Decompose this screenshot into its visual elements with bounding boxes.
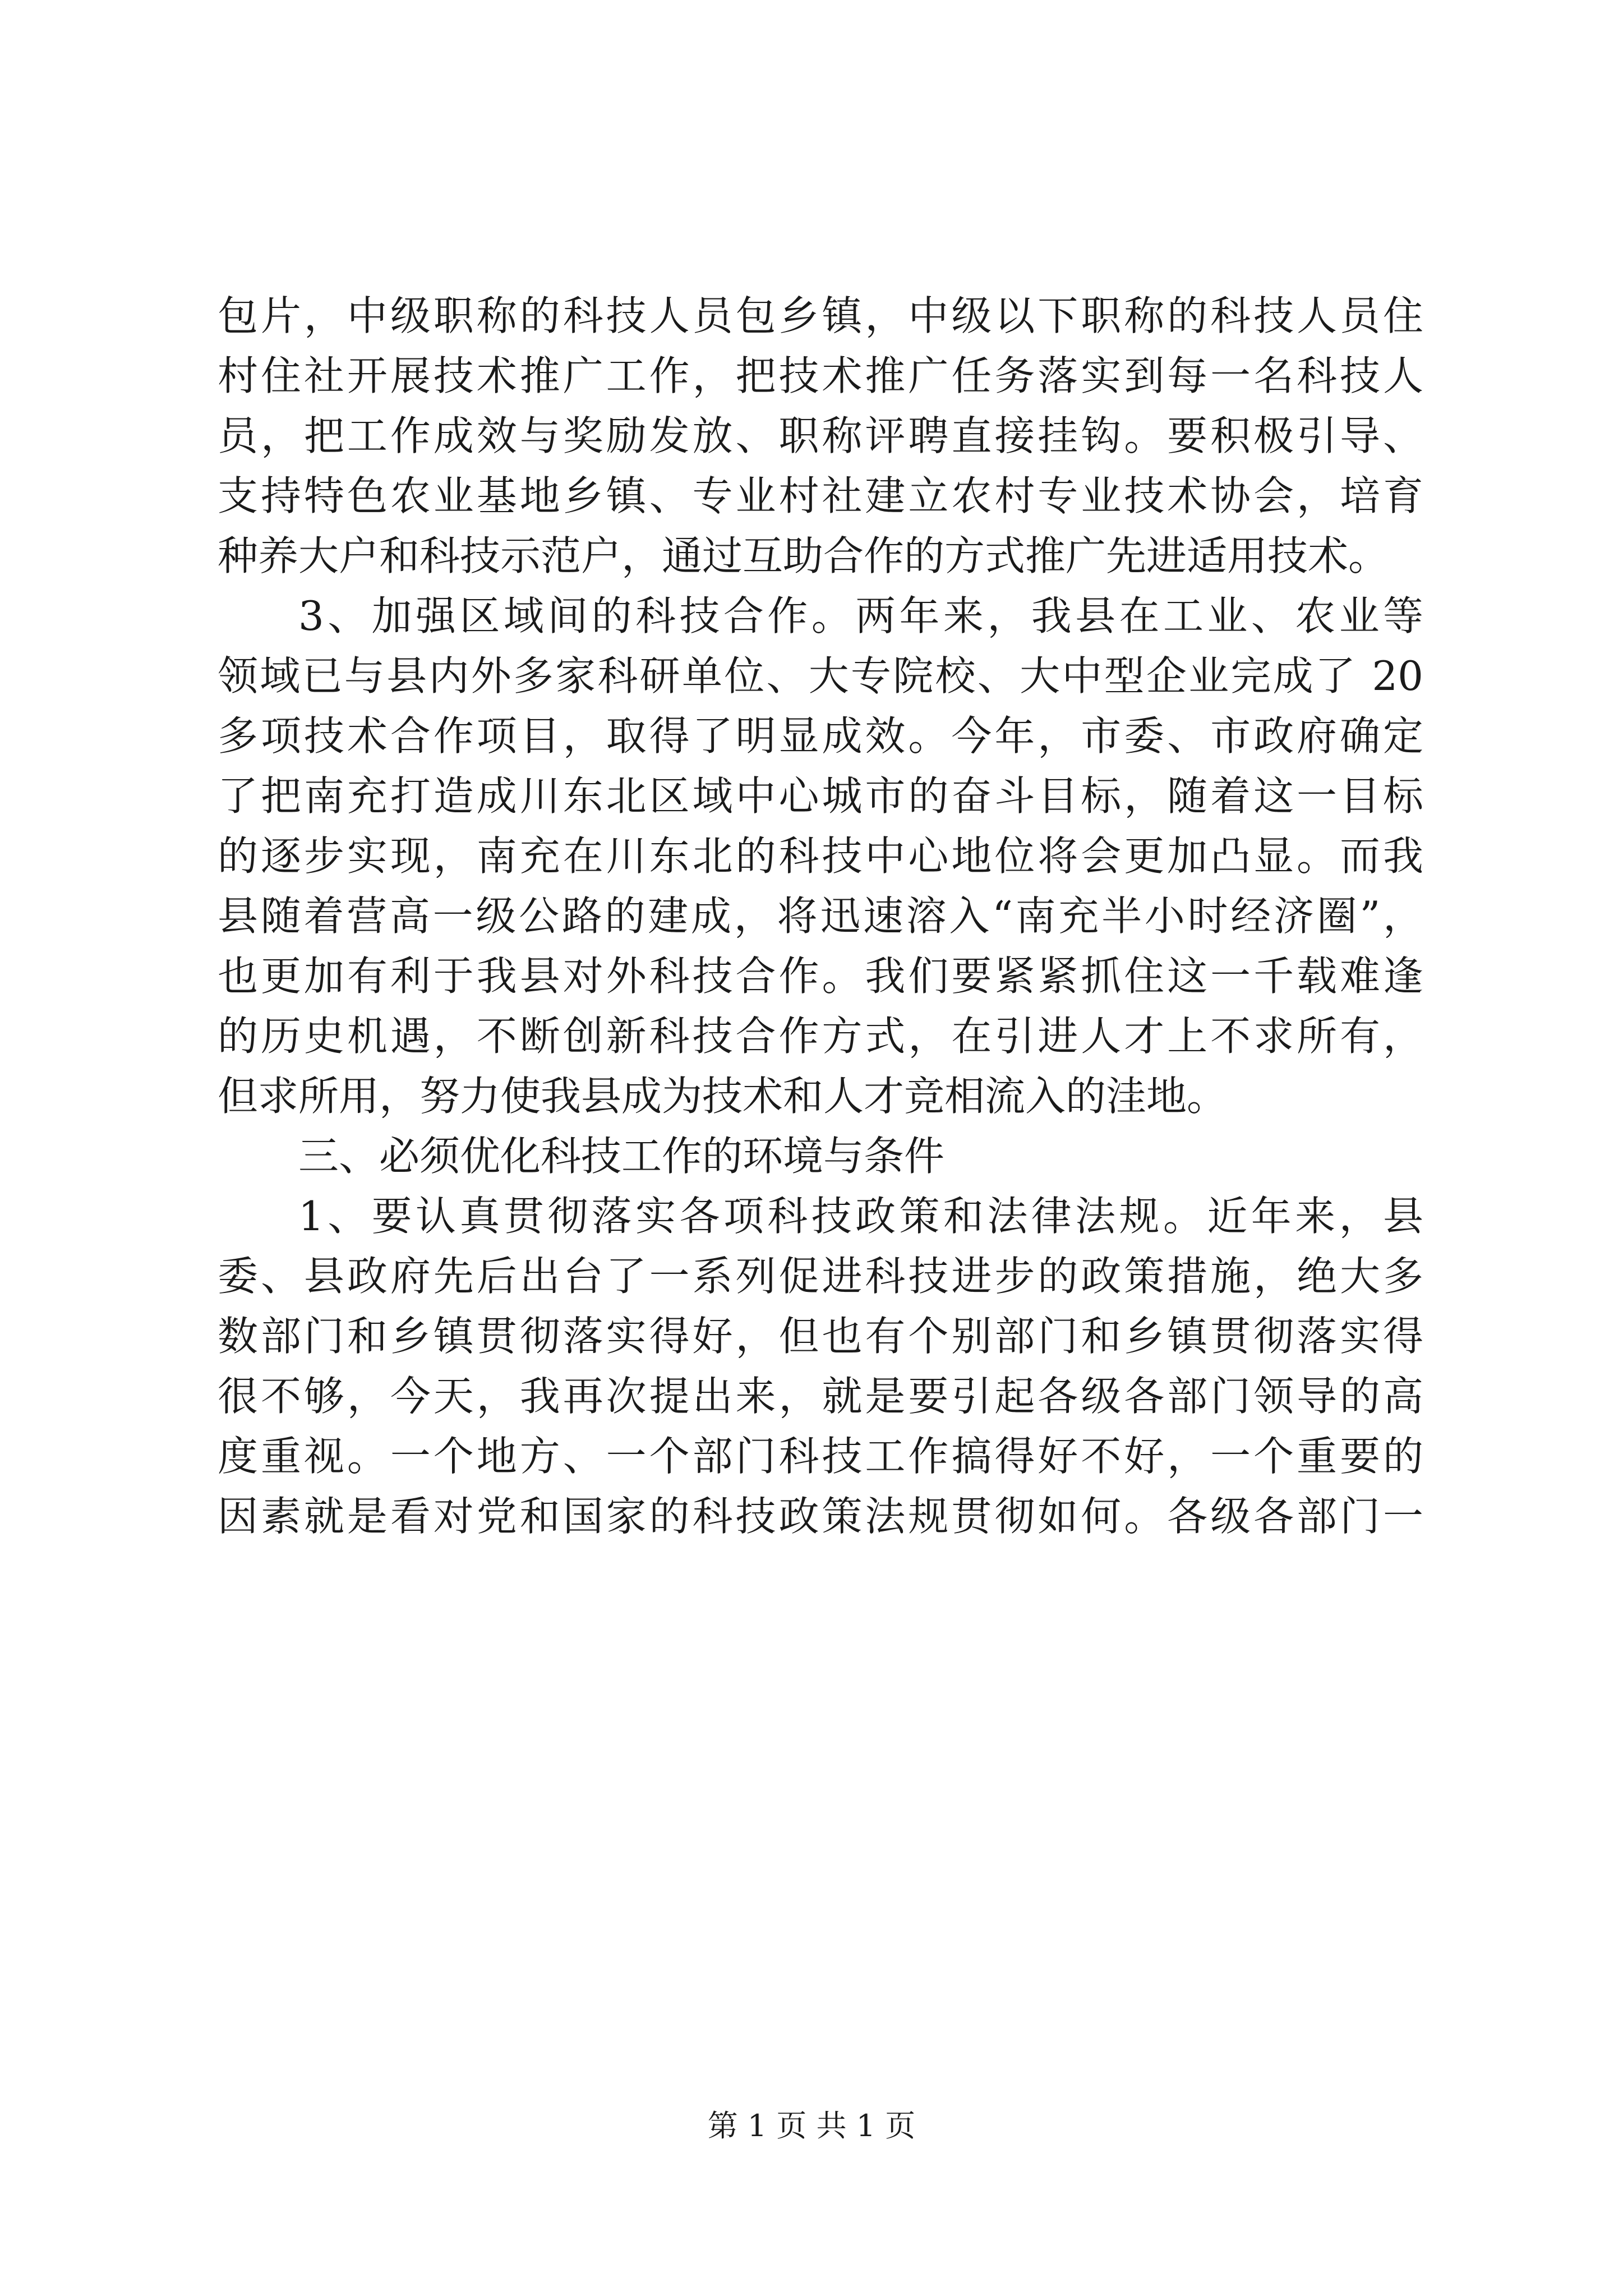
paragraph-start-line: 3、加强区域间的科技合作。两年来，我县在工业、农业等 <box>298 592 1423 639</box>
text-line: 支持特色农业基地乡镇、专业村社建立农村专业技术协会，培育 <box>218 472 1423 519</box>
page-footer: 第 1 页 共 1 页 <box>707 2108 916 2143</box>
text-line: 的历史机遇，不断创新科技合作方式，在引进人才上不求所有， <box>218 1013 1423 1060</box>
text-line: 村住社开展技术推广工作，把技术推广任务落实到每一名科技人 <box>218 352 1423 399</box>
text-line: 县随着营高一级公路的建成，将迅速溶入“南充半小时经济圈”， <box>218 892 1423 940</box>
section-heading: 三、必须优化科技工作的环境与条件 <box>298 1133 945 1180</box>
text-line: 数部门和乡镇贯彻落实得好，但也有个别部门和乡镇贯彻落实得 <box>218 1313 1423 1360</box>
text-line: 领域已与县内外多家科研单位、大专院校、大中型企业完成了 20 <box>218 652 1423 700</box>
text-line: 委、县政府先后出台了一系列促进科技进步的政策措施，绝大多 <box>218 1253 1423 1300</box>
text-line: 度重视。一个地方、一个部门科技工作搞得好不好，一个重要的 <box>218 1433 1423 1480</box>
text-line: 也更加有利于我县对外科技合作。我们要紧紧抓住这一千载难逢 <box>218 953 1423 1000</box>
text-line: 的逐步实现，南充在川东北的科技中心地位将会更加凸显。而我 <box>218 832 1423 880</box>
text-line: 多项技术合作项目，取得了明显成效。今年，市委、市政府确定 <box>218 712 1423 760</box>
document-body <box>218 286 1423 1547</box>
paragraph-start-line: 1、要认真贯彻落实各项科技政策和法律法规。近年来，县 <box>298 1193 1423 1240</box>
text-line: 种养大户和科技示范户，通过互助合作的方式推广先进适用技术。 <box>218 532 1389 579</box>
text-line: 很不够，今天，我再次提出来，就是要引起各级各部门领导的高 <box>218 1373 1423 1420</box>
text-line: 因素就是看对党和国家的科技政策法规贯彻如何。各级各部门一 <box>218 1493 1423 1540</box>
text-line: 但求所用，努力使我县成为技术和人才竞相流入的洼地。 <box>218 1073 1228 1120</box>
text-line: 员，把工作成效与奖励发放、职称评聘直接挂钩。要积极引导、 <box>218 412 1423 459</box>
text-line: 包片，中级职称的科技人员包乡镇，中级以下职称的科技人员住 <box>218 292 1423 339</box>
text-line: 了把南充打造成川东北区域中心城市的奋斗目标，随着这一目标 <box>218 772 1423 820</box>
